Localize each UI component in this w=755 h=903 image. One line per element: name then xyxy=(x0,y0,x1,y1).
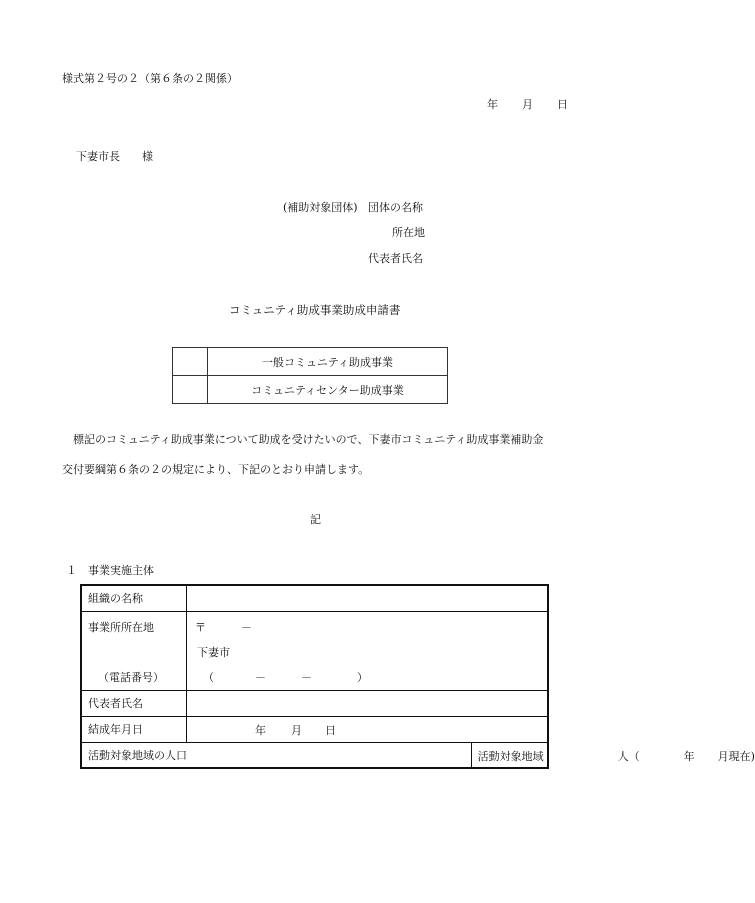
population-label: 活動対象地域の人口 xyxy=(81,742,471,768)
org-name-field[interactable] xyxy=(187,585,549,611)
office-label-cell xyxy=(81,611,187,690)
project-type-table xyxy=(172,347,448,404)
office-address-field[interactable] xyxy=(187,611,549,690)
form-number: 様式第２号の２（第６条の２関係） xyxy=(62,72,238,85)
date-day-label: 日 xyxy=(557,98,568,111)
phone-dash-1: － xyxy=(255,670,266,684)
project-type-checkbox[interactable] xyxy=(173,376,208,404)
document-title: コミュニティ助成事業助成申請書 xyxy=(229,303,401,317)
row-office xyxy=(81,611,548,690)
phone-close-paren: ） xyxy=(357,670,368,684)
row-population xyxy=(81,742,548,768)
city-label: 下妻市 xyxy=(197,645,230,659)
founded-year: 年 xyxy=(255,724,266,737)
phone-label: （電話番号） xyxy=(98,670,164,684)
applicant-address-label: 所在地 xyxy=(392,226,425,239)
founded-month: 月 xyxy=(291,724,302,737)
project-type-row xyxy=(173,348,448,376)
persons-label: 人（ xyxy=(617,749,640,763)
applicant-group-name-label: 団体の名称 xyxy=(368,201,423,214)
project-type-label: 一般コミュニティ助成事業 xyxy=(208,348,448,376)
postal-mark: 〒 xyxy=(195,620,206,634)
postal-dash: － xyxy=(241,620,252,634)
rep-name-label: 代表者氏名 xyxy=(81,690,187,716)
founded-label: 結成年月日 xyxy=(81,716,187,742)
population-field[interactable] xyxy=(471,742,755,768)
applicant-rep-label: 代表者氏名 xyxy=(368,252,423,265)
statement-line: 交付要綱第６条の２の規定により、下記のとおり申請します。 xyxy=(62,463,370,476)
application-statement xyxy=(62,425,543,485)
population-month-current: 月現在) xyxy=(717,749,755,763)
project-type-checkbox[interactable] xyxy=(173,348,208,376)
activity-area-label: 活動対象地域 xyxy=(477,749,544,763)
implementing-body-table xyxy=(80,584,755,769)
row-org-name xyxy=(81,585,548,611)
rep-name-field[interactable] xyxy=(187,690,549,716)
project-type-label: コミュニティセンター助成事業 xyxy=(208,376,448,404)
founded-day: 日 xyxy=(325,724,336,737)
date-year-label: 年 xyxy=(487,98,498,111)
founded-field[interactable] xyxy=(187,716,549,742)
addressee: 下妻市長 様 xyxy=(76,150,153,163)
date-month-label: 月 xyxy=(522,98,533,111)
section1-heading: １ 事業実施主体 xyxy=(66,564,154,577)
office-address-label: 事業所所在地 xyxy=(88,620,154,634)
applicant-group-prefix: (補助対象団体) xyxy=(283,201,358,214)
phone-open-paren: （ xyxy=(203,670,214,684)
project-type-row xyxy=(173,376,448,404)
row-founded xyxy=(81,716,548,742)
population-year: 年 xyxy=(683,749,695,763)
org-name-label: 組織の名称 xyxy=(81,585,187,611)
ki-heading: 記 xyxy=(310,513,321,526)
phone-dash-2: － xyxy=(301,670,312,684)
statement-line: 標記のコミュニティ助成事業について助成を受けたいので、下妻市コミュニティ助成事業補助金 xyxy=(62,433,544,446)
row-rep-name xyxy=(81,690,548,716)
